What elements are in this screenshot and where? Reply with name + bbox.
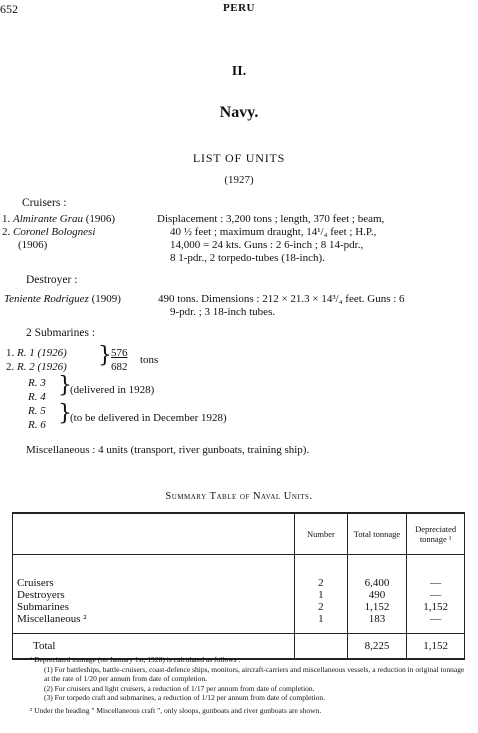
submarine-r6: R. 6 [28, 419, 46, 431]
submarines-label: 2 Submarines : [26, 327, 95, 339]
total-label: Total [13, 634, 295, 660]
cruisers-desc-line-2: 40 ½ feet ; maximum draught, 14¹/₄ feet ; H.P., [170, 226, 377, 238]
total-depreciated: 1,152 [407, 634, 465, 660]
brace-r1-r2: } [98, 343, 112, 368]
row-number: 1 [295, 613, 348, 625]
section-title: Navy. [219, 104, 259, 121]
row-label: Destroyers [13, 589, 295, 601]
tonnage-unit: tons [140, 354, 159, 366]
list-heading: LIST OF UNITS [192, 151, 286, 165]
row-number: 2 [295, 577, 348, 589]
row-label: Miscellaneous ² [13, 613, 295, 625]
list-year: (1927) [224, 174, 254, 186]
row-depreciated: — [407, 589, 465, 601]
footnotes [30, 655, 470, 715]
summary-table [12, 512, 465, 660]
cruiser-2-year: (1906) [18, 239, 48, 251]
table-row [13, 589, 465, 601]
submarine-r2-name: R. 2 (1926) [17, 361, 67, 373]
row-depreciated: — [407, 613, 465, 625]
section-number: II. [231, 64, 247, 79]
row-tonnage: 183 [347, 613, 407, 625]
table-row [13, 577, 465, 589]
cruiser-1-name: Almirante Grau [13, 213, 83, 225]
header-blank [13, 513, 295, 555]
tonnage-r2: 682 [111, 361, 128, 373]
row-number: 1 [295, 589, 348, 601]
brace-r3-r4: } [58, 373, 72, 398]
cruiser-2-name: Coronel Bolognesi [13, 226, 96, 238]
footnote-1: ¹ Depreciated tonnage (on January 1st, 1928) is calculated as follows : [30, 655, 241, 664]
row-tonnage: 1,152 [347, 601, 407, 613]
row-tonnage: 490 [347, 589, 407, 601]
destroyer-label: Destroyer : [26, 274, 78, 286]
cruisers-desc-line-1: Displacement : 3,200 tons ; length, 370 feet ; beam, [157, 213, 385, 225]
cruisers-desc-line-4: 8 1-pdr., 2 torpedo-tubes (18-inch). [170, 252, 325, 264]
header-total-tonnage: Total tonnage [347, 513, 407, 555]
brace-r5-r6: } [58, 401, 72, 426]
row-label: Submarines [13, 601, 295, 613]
table-row [13, 601, 465, 613]
header-number: Number [295, 513, 348, 555]
running-head: PERU [223, 2, 255, 14]
cruisers-desc-line-3: 14,000 = 24 kts. Guns : 2 6-inch ; 8 14-pdr., [170, 239, 364, 251]
cruiser-2-number: 2. [2, 226, 11, 238]
footnote-1-item-2: (2) For cruisers and light cruisers, a reduction of 1/17 per annum from date of completion. [44, 683, 315, 693]
destroyer-desc-line-1: 490 tons. Dimensions : 212 × 21.3 × 14³/₄ feet. Guns : 6 [158, 293, 405, 305]
page-number: 652 [0, 2, 18, 16]
footnote-1-item-1: (1) For battleships, battle-cruisers, coast-defence ships, monitors, aircraft-carriers and miscellaneous vessels, a reduction in original tonnage at the rate of 1/20 per annum from date of completion. [44, 664, 465, 683]
header-depreciated-tonnage: Depreciated tonnage ¹ [407, 513, 465, 555]
summary-table-title: Summary Table of Naval Units. [165, 491, 313, 502]
cruiser-1-year: (1906) [85, 213, 116, 225]
submarine-r1-number: 1. [6, 347, 15, 359]
r5-r6-note: (to be delivered in December 1928) [70, 412, 227, 424]
r3-r4-note: (delivered in 1928) [70, 384, 155, 396]
miscellaneous-line: Miscellaneous : 4 units (transport, river gunboats, training ship). [26, 444, 310, 456]
cruisers-label: Cruisers : [22, 197, 67, 209]
destroyer-entry [4, 293, 121, 306]
footnote-2: ² Under the heading " Miscellaneous craft ", only sloops, gunboats and river gunboats are shown. [30, 705, 322, 715]
submarine-r3: R. 3 [28, 377, 46, 389]
table-row [13, 613, 465, 625]
destroyer-desc-line-2: 9-pdr. ; 3 18-inch tubes. [170, 306, 276, 318]
cruiser-entry-1 [2, 213, 115, 226]
tonnage-r1: 576 [111, 347, 128, 359]
cruiser-1-number: 1. [2, 213, 11, 225]
row-number: 2 [295, 601, 348, 613]
submarine-r5: R. 5 [28, 405, 46, 417]
row-tonnage: 6,400 [347, 577, 407, 589]
submarine-r1-name: R. 1 (1926) [17, 347, 67, 359]
destroyer-year: (1909) [91, 293, 121, 305]
total-tonnage: 8,225 [347, 634, 407, 660]
submarine-r4: R. 4 [28, 391, 46, 403]
row-label: Cruisers [13, 577, 295, 589]
destroyer-name: Teniente Rodriguez [4, 293, 89, 305]
row-depreciated: — [407, 577, 465, 589]
cruiser-entry-2 [2, 226, 95, 239]
row-depreciated: 1,152 [407, 601, 465, 613]
footnote-1-item-3: (3) For torpedo craft and submarines, a reduction of 1/12 per annum from date of completion. [44, 693, 325, 702]
submarine-r1 [6, 347, 67, 360]
submarine-r2-number: 2. [6, 361, 15, 373]
